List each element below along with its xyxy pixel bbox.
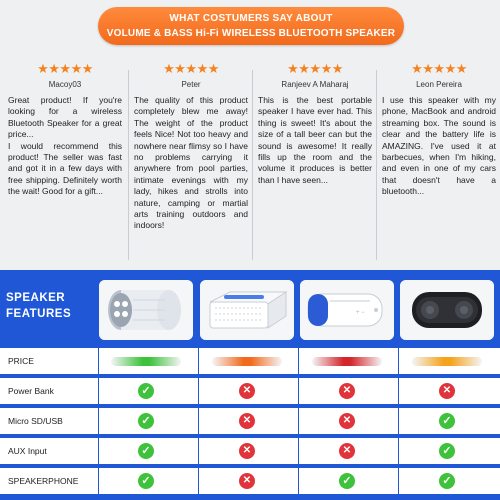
reviews-banner — [98, 7, 404, 45]
review-card — [382, 62, 496, 262]
reviewer-name: Peter — [181, 80, 201, 89]
reviewer-name: Leon Pereira — [416, 80, 462, 89]
star-rating: ★★★★★ — [287, 61, 343, 76]
cylinder-speaker-image — [99, 280, 193, 340]
feature-row-power-bank — [0, 378, 500, 404]
features-title-line1: SPEAKER — [6, 292, 66, 304]
feature-row-price — [0, 348, 500, 374]
cross-icon: ✕ — [239, 413, 255, 429]
star-rating: ★★★★★ — [411, 61, 467, 76]
review-card — [258, 62, 372, 262]
price-bar — [111, 357, 181, 366]
cross-icon: ✕ — [439, 383, 455, 399]
check-icon: ✓ — [339, 473, 355, 489]
check-icon: ✓ — [138, 413, 154, 429]
feature-row-aux-input — [0, 438, 500, 464]
price-bar — [312, 357, 382, 366]
review-divider — [252, 70, 253, 260]
feature-label: AUX Input — [8, 446, 47, 456]
cross-icon: ✕ — [239, 443, 255, 459]
feature-label: Power Bank — [8, 386, 54, 396]
features-comparison — [0, 270, 500, 500]
star-rating: ★★★★★ — [37, 61, 93, 76]
cross-icon: ✕ — [339, 383, 355, 399]
cross-icon: ✕ — [239, 383, 255, 399]
review-card — [134, 62, 248, 262]
feature-row-speakerphone — [0, 468, 500, 494]
column-divider — [198, 348, 199, 496]
check-icon: ✓ — [439, 473, 455, 489]
review-text: This is the best portable speaker I have ever had. This thing is sweet! It's about the size of a tall beer can but the sound is awesome! It really fills up the room and the volume it produces is better than I have seen... — [258, 95, 372, 185]
review-divider — [128, 70, 129, 260]
column-divider — [398, 348, 399, 496]
round-speaker-image — [400, 280, 494, 340]
column-divider — [298, 348, 299, 496]
price-bar — [412, 357, 482, 366]
review-text: I use this speaker with my phone, MacBook and android streaming box. The sound is clear and the battery life is AMAZING. I've used it at barbecues, when I'm hiking, and even in one of my cars that doesn't have a bluetooth... — [382, 95, 496, 197]
tall-speaker-image — [300, 280, 394, 340]
box-speaker-image — [200, 280, 294, 340]
review-divider — [376, 70, 377, 260]
review-text: The quality of this product completely blew me away! The weight of the product feels Nice! Not too heavy and nowhere near flimsy so I have no problems carrying it anywhere from pool parties, intimate evenings with my lady, hikes and strolls into nature, camping or martial arts training outdoors and indoors! — [134, 95, 248, 231]
svg-text:+ −: + − — [356, 310, 365, 316]
banner-line1: WHAT COSTUMERS SAY ABOUT — [169, 13, 333, 24]
feature-row-micro-sd — [0, 408, 500, 434]
feature-label: Micro SD/USB — [8, 416, 63, 426]
review-text: Great product! If you're looking for a wireless Bluetooth Speaker for a great price... I would recommend this product! The seller was fast and got it in a few days with free shipping. Definitely worth the wait! Good for a gift... — [8, 95, 122, 197]
check-icon: ✓ — [138, 473, 154, 489]
reviewer-name: Ranjeev A Maharaj — [281, 80, 349, 89]
reviewer-name: Macoy03 — [48, 80, 82, 89]
cross-icon: ✕ — [239, 473, 255, 489]
check-icon: ✓ — [138, 383, 154, 399]
feature-label: PRICE — [8, 356, 34, 366]
check-icon: ✓ — [439, 443, 455, 459]
star-rating: ★★★★★ — [163, 61, 219, 76]
features-title — [6, 290, 86, 322]
banner-line2: VOLUME & BASS Hi-Fi WIRELESS BLUETOOTH SPEAKER — [106, 28, 396, 39]
cross-icon: ✕ — [339, 443, 355, 459]
review-card — [8, 62, 122, 262]
check-icon: ✓ — [439, 413, 455, 429]
price-bar — [212, 357, 282, 366]
check-icon: ✓ — [138, 443, 154, 459]
cross-icon: ✕ — [339, 413, 355, 429]
column-divider — [98, 348, 99, 496]
feature-label: SPEAKERPHONE — [8, 476, 79, 486]
features-title-line2: FEATURES — [6, 308, 72, 320]
